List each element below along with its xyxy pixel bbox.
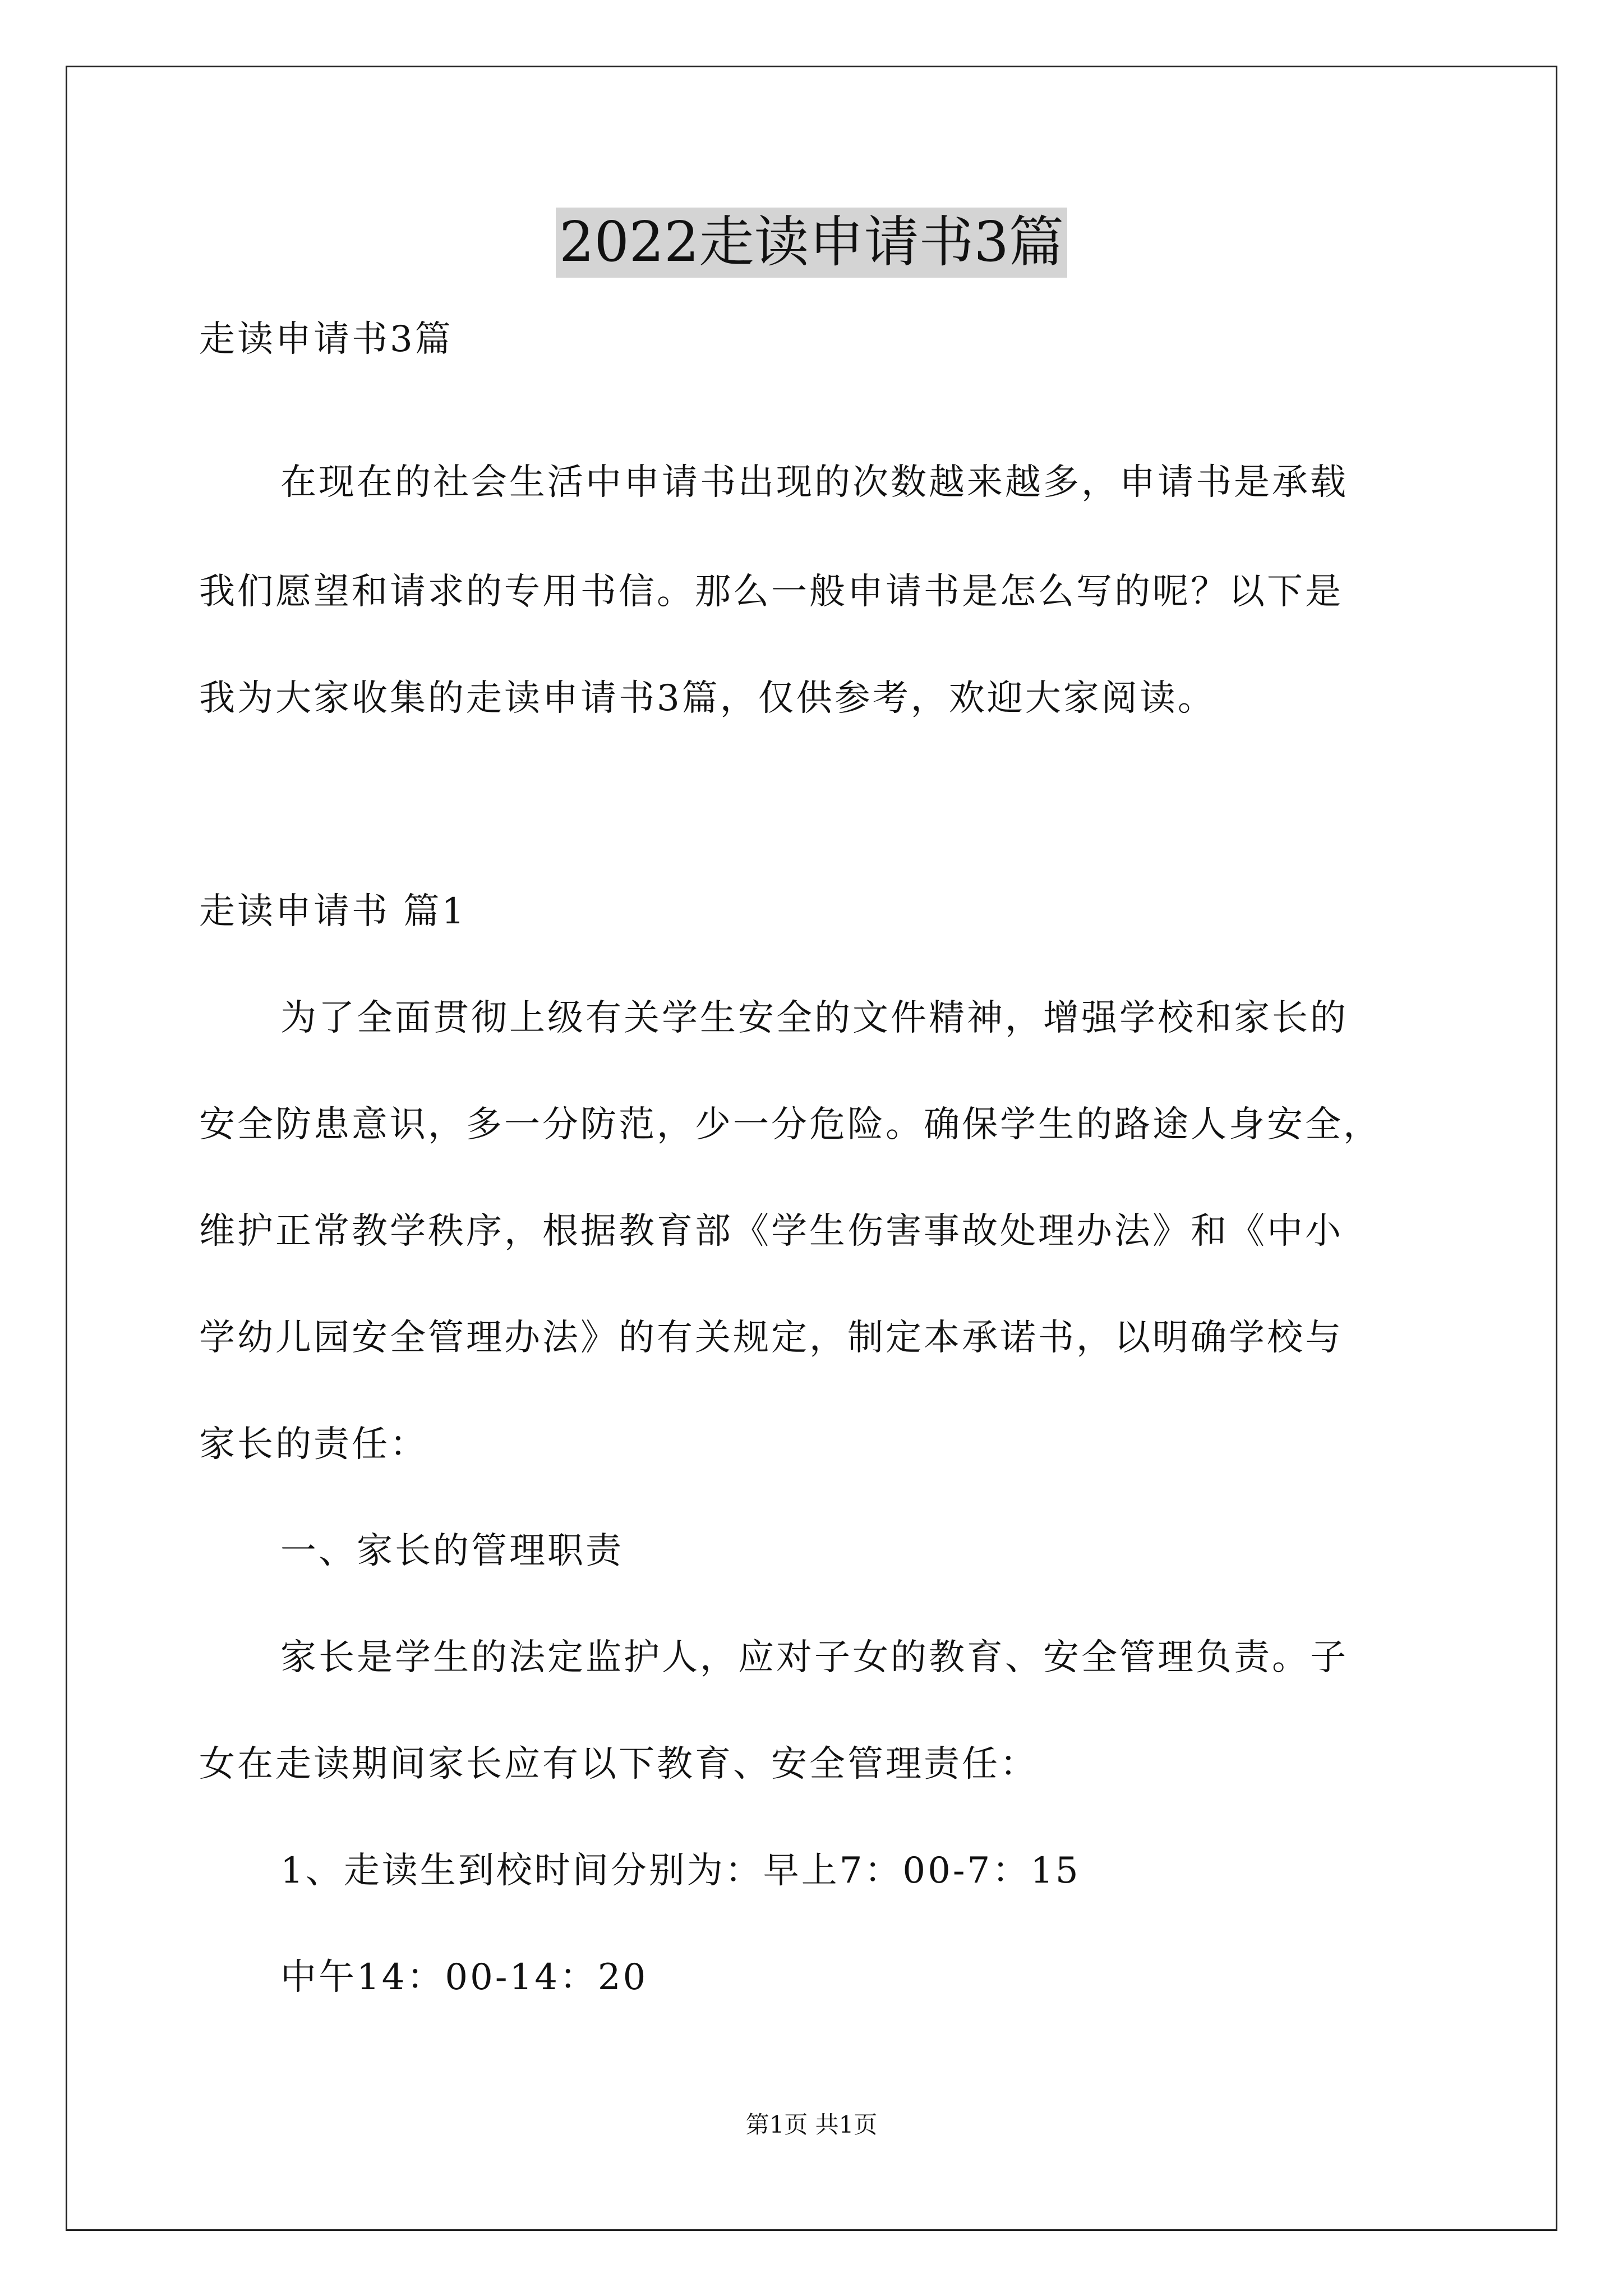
duty-line-2: 女在走读期间家长应有以下教育、安全管理责任： [199, 1743, 1038, 1785]
duty-line-1: 家长是学生的法定监护人，应对子女的教育、安全管理负责。子 [280, 1637, 1348, 1678]
title-container [0, 208, 1623, 278]
intro-line-2: 我们愿望和请求的专用书信。那么一般申请书是怎么写的呢？以下是 [199, 571, 1343, 613]
section-line-1: 为了全面贯彻上级有关学生安全的文件精神，增强学校和家长的 [280, 997, 1348, 1039]
section-line-2: 安全防患意识，多一分防范，少一分危险。确保学生的路途人身安全， [199, 1104, 1381, 1145]
section-heading: 走读申请书 篇1 [199, 891, 467, 932]
list-item-1-continuation: 中午14：00-14：20 [280, 1957, 648, 1998]
intro-line-1: 在现在的社会生活中申请书出现的次数越来越多，申请书是承载 [280, 462, 1348, 503]
section-line-3: 维护正常教学秩序，根据教育部《学生伤害事故处理办法》和《中小 [199, 1211, 1343, 1252]
page-border [66, 66, 1557, 2231]
section-line-5: 家长的责任： [199, 1424, 428, 1465]
document-subtitle: 走读申请书3篇 [199, 319, 453, 360]
list-item-1: 1、走读生到校时间分别为：早上7：00-7：15 [280, 1850, 1081, 1892]
section-line-4: 学幼儿园安全管理办法》的有关规定，制定本承诺书，以明确学校与 [199, 1317, 1343, 1359]
intro-line-3: 我为大家收集的走读申请书3篇，仅供参考，欢迎大家阅读。 [199, 678, 1216, 719]
page-footer: 第1页 共1页 [745, 2111, 878, 2138]
subheading: 一、家长的管理职责 [280, 1530, 624, 1572]
document-title: 2022走读申请书3篇 [556, 208, 1067, 278]
